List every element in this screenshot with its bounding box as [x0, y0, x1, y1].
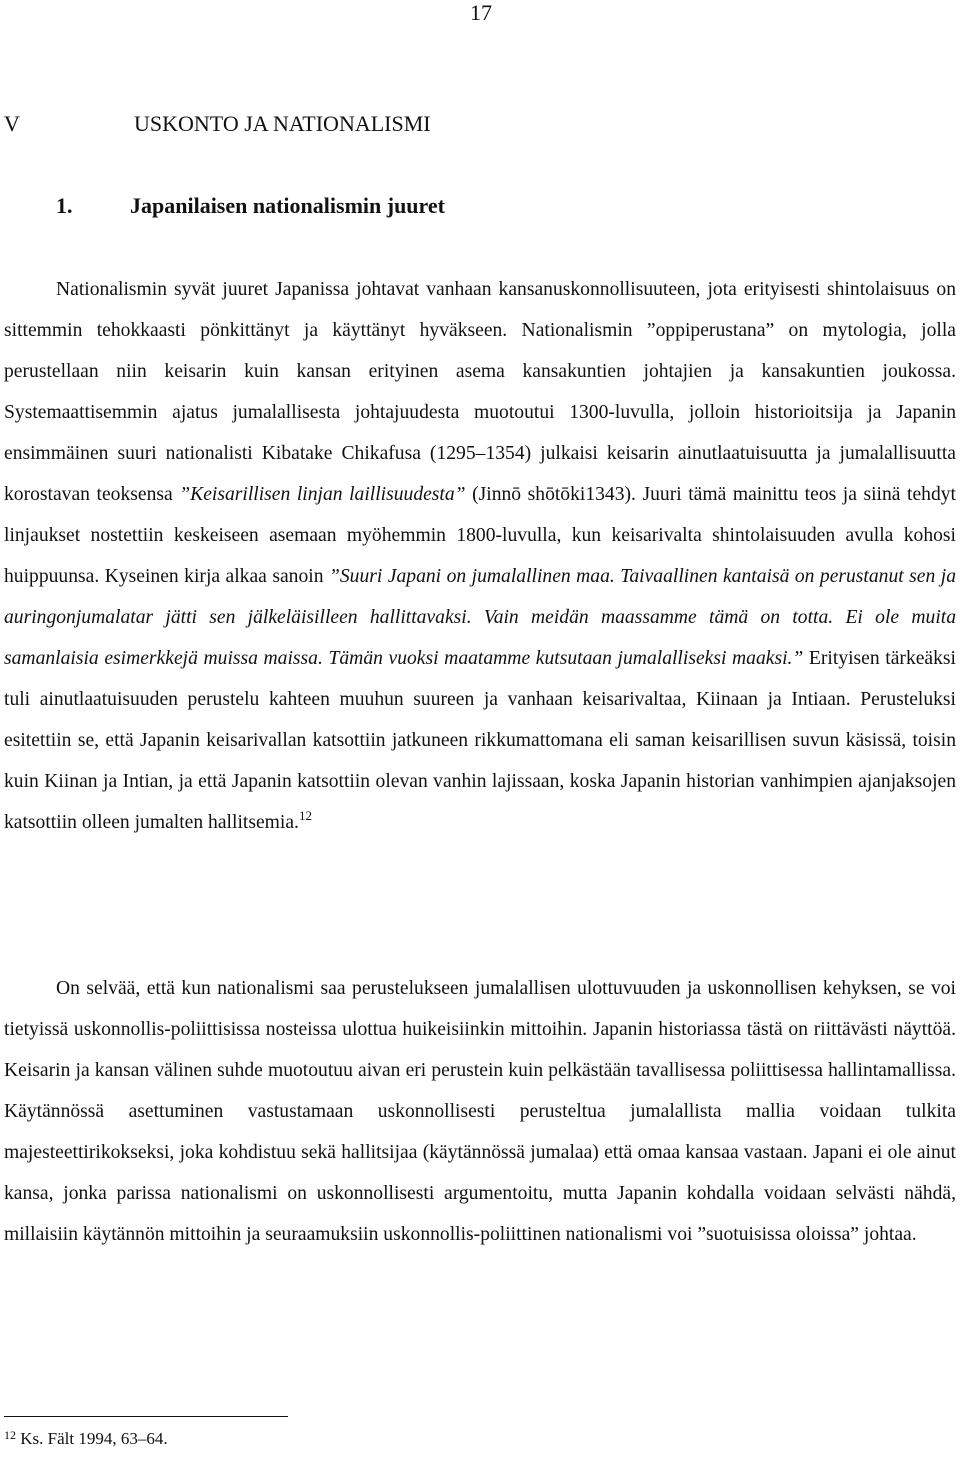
footnote-divider — [4, 1416, 288, 1417]
footnote-number: 12 — [4, 1428, 16, 1442]
page-number: 17 — [470, 0, 492, 25]
quotation: ”Suuri Japani on jumalallinen maa. Taivaallinen kantaisä on perustanut sen ja auringonjumalatar jätti sen jälkeläisilleen hallittavaksi. Vain meidän maassamme tämä on totta. Ei ole muita samanlaisia esimerkkejä muissa maissa. Tämän vuoksi maatamme kutsutaan jumalalliseksi maaksi.” — [4, 566, 956, 669]
body-paragraph-2 — [4, 968, 956, 1255]
section-number: 1. — [56, 193, 73, 218]
paragraph-1-text-a: Nationalismin syvät juuret Japanissa johtavat vanhaan kansanuskonnollisuuteen, jota erityisesti shintolaisuus on sittemmin tehokkaasti pönkittänyt ja käyttänyt hyväkseen. Nationalismin ”oppiperustana” on mytologia, jolla perustellaan niin keisarin kuin kansan erityinen asema kansakuntien johtajien ja kansakuntien joukossa. Systemaattisemmin ajatus jumalallisesta johtajuudesta muotoutui 1300-luvulla, jolloin historioitsija ja Japanin ensimmäinen suuri nationalisti Kibatake Chikafusa (1295–1354) julkaisi keisarin ainutlaatuisuutta ja jumalallisuutta korostavan teoksensa — [4, 279, 956, 505]
book-title: ”Keisarillisen linjan laillisuudesta” — [179, 484, 466, 505]
body-paragraph-1 — [4, 269, 956, 843]
chapter-number: V — [4, 111, 20, 136]
paragraph-2-text: On selvää, että kun nationalismi saa perustelukseen jumalallisen ulottuvuuden ja uskonnollisen kehyksen, se voi tietyissä uskonnollis-poliittisissa nosteissa ulottua huikeisiinkin mittoihin. Japanin historiassa tästä on riittävästi näyttöä. Keisarin ja kansan välinen suhde muotoutuu aivan eri perustein kuin pelkästään tavallisessa poliittisessa hallintamallissa. Käytännössä asettuminen vastustamaan uskonnollisesti perusteltua jumalallista mallia voidaan tulkita majesteettirikokseksi, joka kohdistuu sekä hallitsijaa (käytännössä jumalaa) että omaa kansaa vastaan. Japani ei ole ainut kansa, jonka parissa nationalismi on uskonnollisesti argumentoitu, mutta Japanin kohdalla voidaan selvästi nähdä, millaisiin käytännön mittoihin ja seuraamuksiin uskonnollis-poliittinen nationalismi voi ”suotuisissa oloissa” johtaa. — [4, 978, 956, 1245]
footnote-text: Ks. Fält 1994, 63–64. — [20, 1429, 168, 1448]
chapter-title: USKONTO JA NATIONALISMI — [134, 111, 431, 136]
paragraph-1-text-b: (Jinnō shōtōki1343). Juuri tämä mainittu teos ja siinä tehdyt linjaukset nostettiin keskeiseen asemaan myöhemmin 1800-luvulla, kun keisarivalta shintolaisuuden avulla kohosi huippuunsa. Kyseinen kirja alkaa sanoin — [4, 484, 956, 587]
paragraph-1-text-c: Erityisen tärkeäksi tuli ainutlaatuisuuden perustelu kahteen muuhun suureen ja vanhaan keisarivaltaa, Kiinaan ja Intiaan. Perusteluksi esitettiin se, että Japanin keisarivallan katsottiin jatkuneen rikkumattomana eli saman keisarillisen suvun käsissä, toisin kuin Kiinan ja Intian, ja että Japanin katsottiin olevan vanhin lajissaan, koska Japanin historian vanhimpien ajanjaksojen katsottiin olleen jumalten hallitsemia. — [4, 648, 956, 833]
section-title: Japanilaisen nationalismin juuret — [130, 193, 445, 218]
footnote-reference[interactable]: 12 — [298, 808, 312, 823]
footnote — [4, 1428, 168, 1450]
